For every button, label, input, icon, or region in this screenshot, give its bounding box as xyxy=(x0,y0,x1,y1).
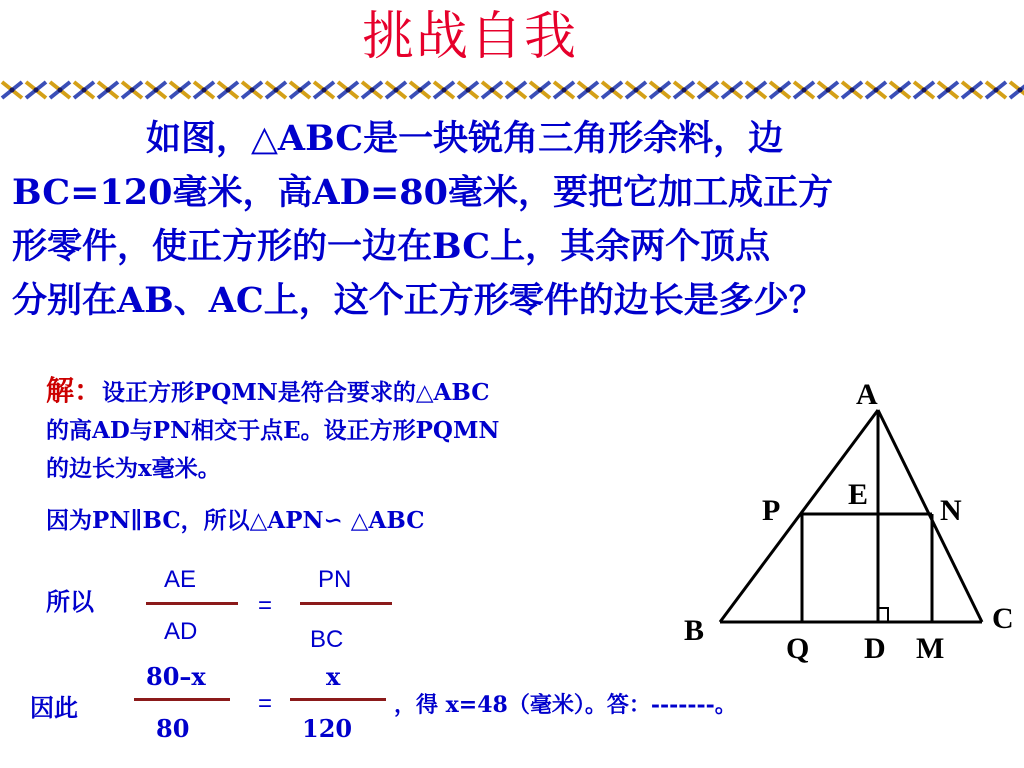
label-a: A xyxy=(856,378,878,411)
fraction-numerator: PN xyxy=(318,566,352,593)
fraction-bar xyxy=(300,602,392,605)
slide-title: 挑战自我 xyxy=(361,7,578,67)
fraction-numerator: x xyxy=(326,662,341,691)
problem-line: 形零件，使正方形的一边在BC上，其余两个顶点 xyxy=(12,226,771,267)
solution-line: 因为PN∥BC，所以△APN∽ △ABC xyxy=(46,507,425,534)
label-p: P xyxy=(762,494,781,527)
fraction-numerator: AE xyxy=(164,566,197,593)
fraction-bar xyxy=(134,698,230,701)
side-ab xyxy=(720,410,878,622)
solution-line: 的高AD与PN相交于点E。设正方形PQMN xyxy=(46,417,500,444)
fraction-bar xyxy=(290,698,386,701)
label-m: M xyxy=(916,632,945,665)
label-q: Q xyxy=(786,632,810,665)
label-d: D xyxy=(864,632,886,665)
equals-sign: = xyxy=(258,690,273,717)
solution-line-text: 设正方形PQMN是符合要求的△ABC xyxy=(102,379,490,406)
problem-line: 如图，△ABC是一块锐角三角形余料，边 xyxy=(146,118,784,159)
fraction-denominator: BC xyxy=(310,626,344,653)
equals-sign: = xyxy=(258,592,273,619)
triangle-diagram xyxy=(684,370,1024,670)
solution-line: 的边长为x毫米。 xyxy=(46,455,221,482)
label-b: B xyxy=(684,614,705,647)
problem-line: BC=120毫米，高AD=80毫米，要把它加工成正方 xyxy=(12,172,834,213)
fraction-bar xyxy=(146,602,238,605)
result-text: ，得 x=48（毫米）。答：-------。 xyxy=(394,692,737,718)
decorative-divider xyxy=(0,78,1024,102)
solution-line xyxy=(46,372,686,412)
label-n: N xyxy=(940,494,962,527)
fraction-numerator: 80–x xyxy=(146,662,206,691)
side-ac xyxy=(878,410,982,622)
problem-line: 分别在AB、AC上，这个正方形零件的边长是多少？ xyxy=(12,280,824,321)
yinci-label: 因此 xyxy=(30,693,78,722)
solution-label: 解： xyxy=(46,374,103,407)
suoyi-label: 所以 xyxy=(46,587,94,616)
problem-statement xyxy=(12,112,1022,328)
label-e: E xyxy=(848,478,869,511)
fraction-denominator: AD xyxy=(164,618,198,645)
fraction-denominator: 120 xyxy=(302,714,353,743)
fraction-denominator: 80 xyxy=(156,714,190,743)
label-c: C xyxy=(992,602,1014,635)
solution-text xyxy=(46,372,686,540)
